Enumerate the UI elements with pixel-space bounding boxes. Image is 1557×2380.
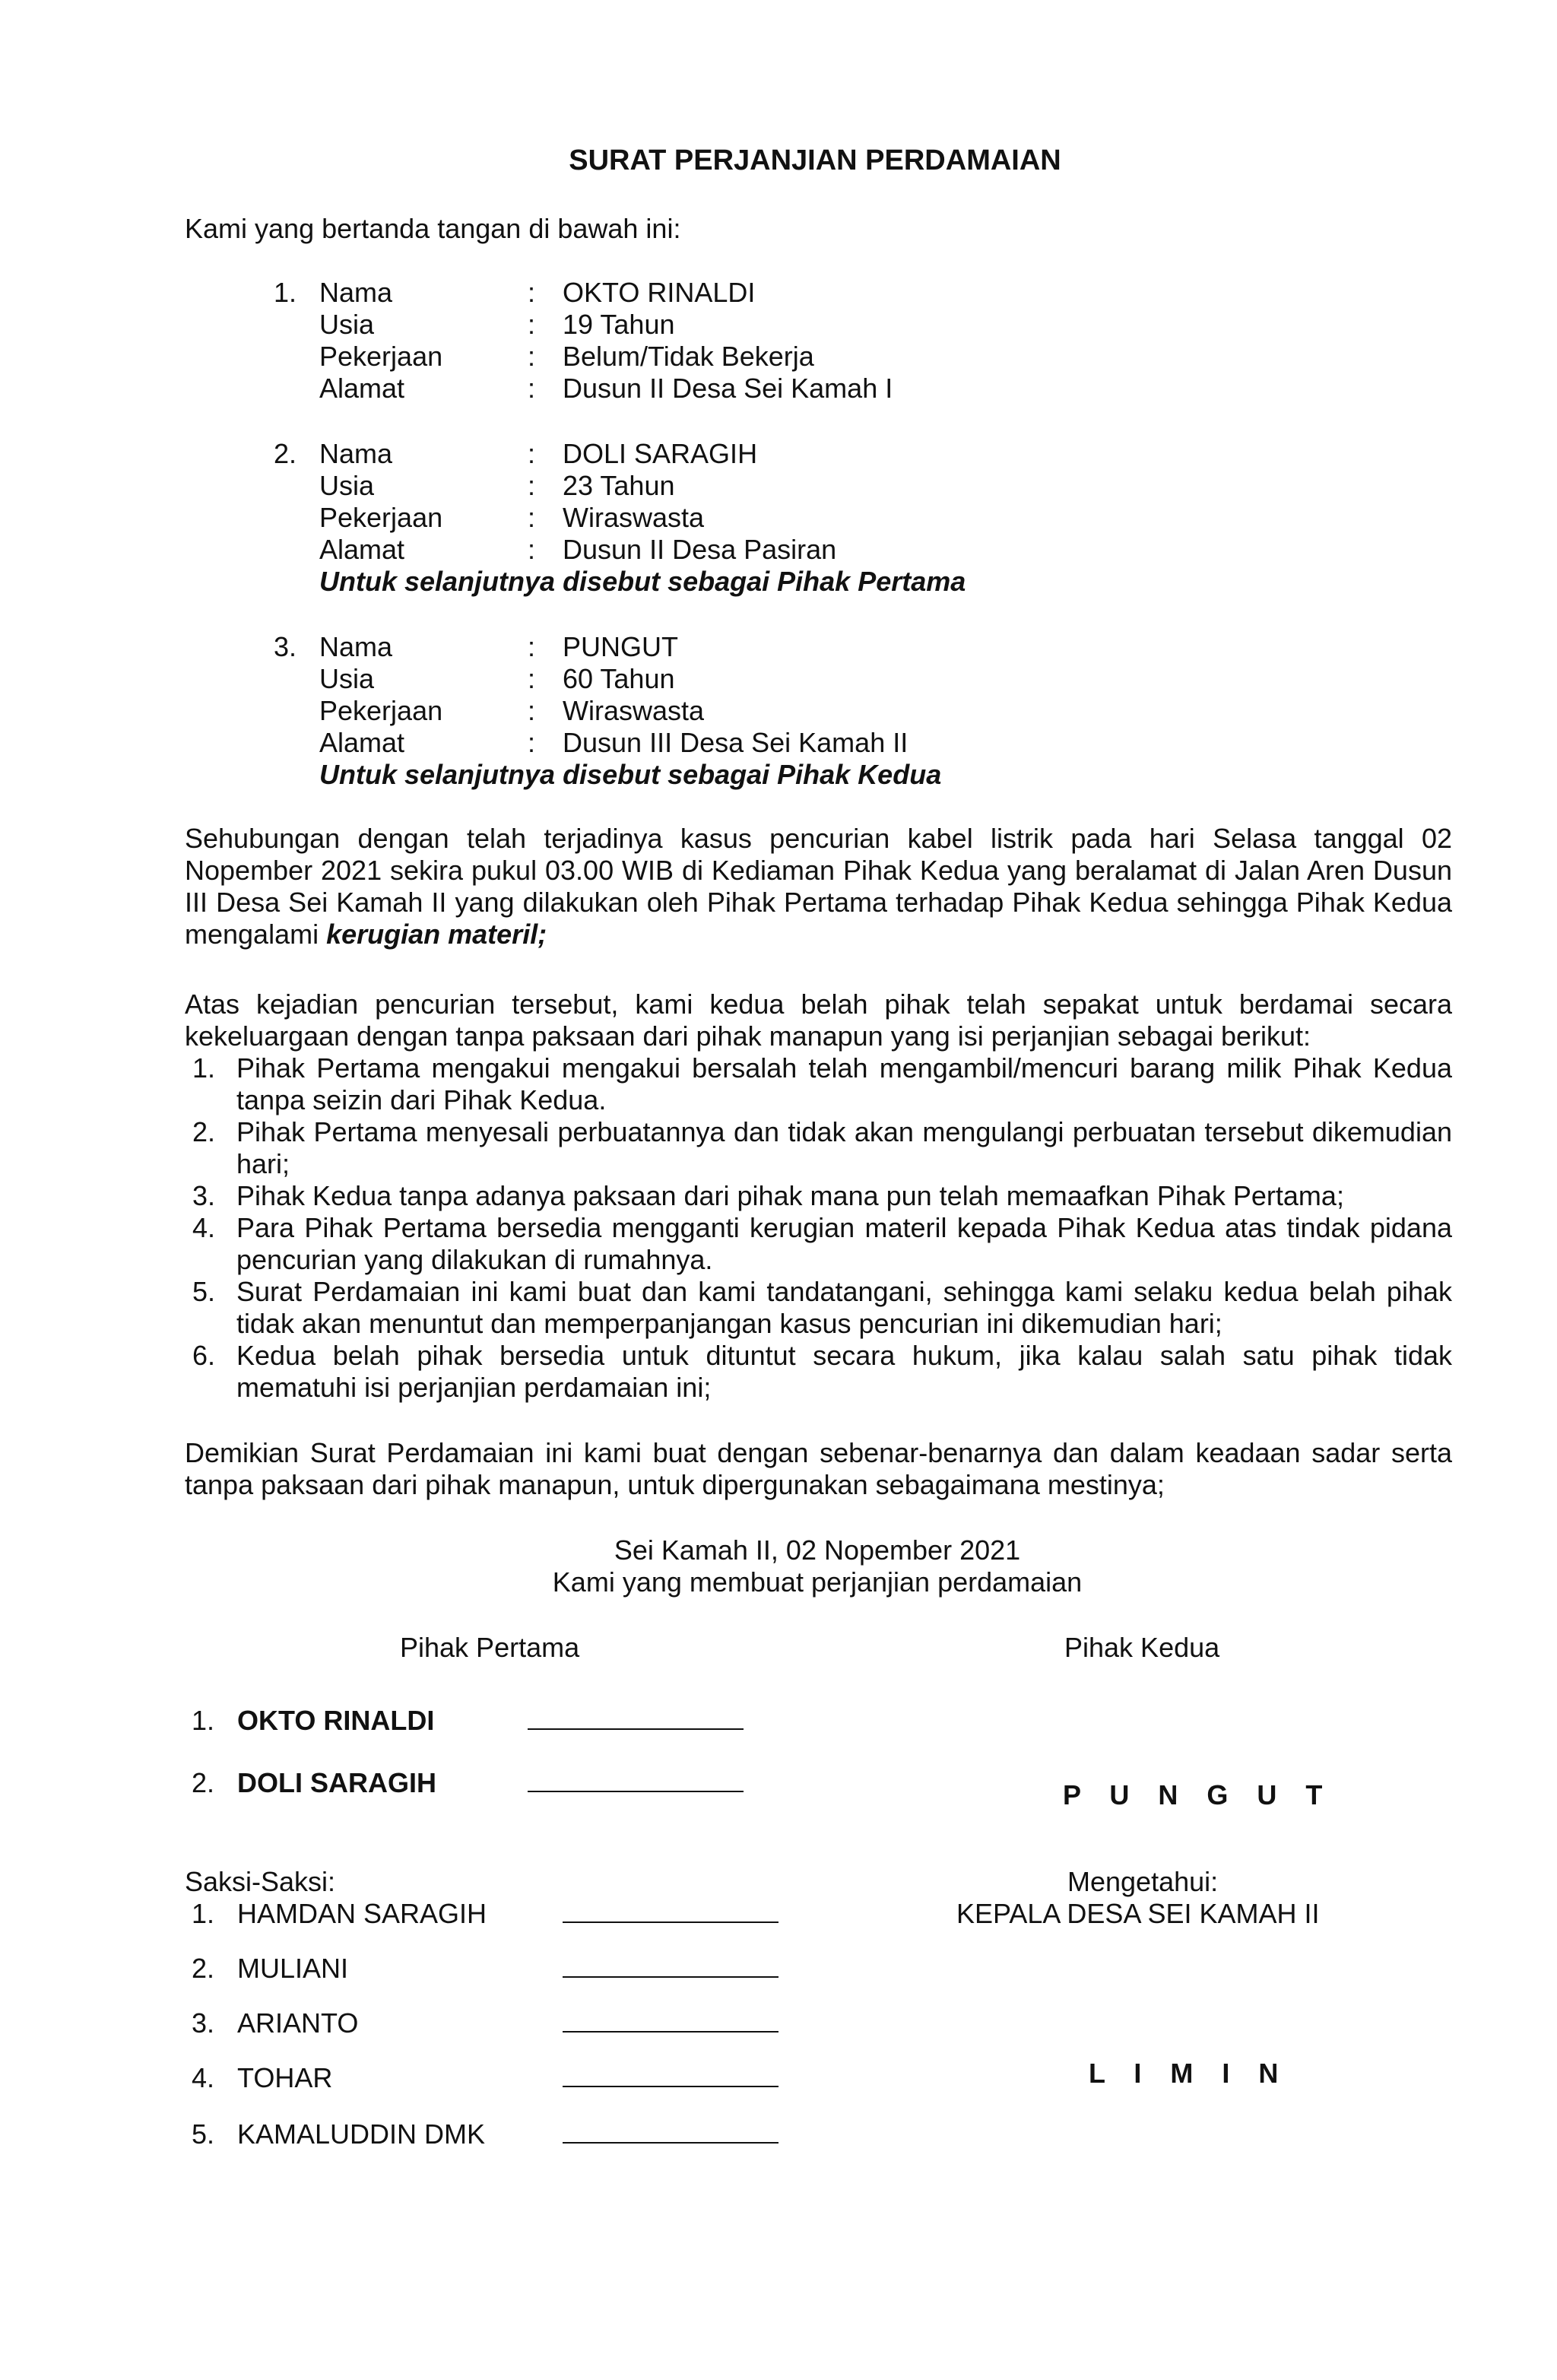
clause-number: 2.: [192, 1116, 216, 1147]
clause-text: Pihak Pertama menyesali perbuatannya dan tidak akan mengulangi perbuatan tersebut dikemudian hari;: [236, 1116, 1452, 1179]
field-label: Nama: [319, 438, 393, 469]
signature-line: [563, 2007, 778, 2039]
party-number: 3.: [274, 631, 297, 662]
closing-paragraph: Demikian Surat Perdamaian ini kami buat dengan sebenar-benarnya dan dalam keadaan sadar serta tanpa paksaan dari pihak manapun, untuk dipergunakan sebagaimana mestinya;: [185, 1437, 1452, 1500]
field-value: 19 Tahun: [563, 309, 675, 340]
clause-item: [185, 1116, 1452, 1180]
signature-line: [563, 2062, 778, 2094]
field-value: Dusun II Desa Pasiran: [563, 534, 837, 565]
field-value: Wiraswasta: [563, 502, 705, 533]
village-head-name: L I M I N: [1089, 2058, 1289, 2089]
signature-line: [563, 1898, 778, 1930]
party-designation-note: Untuk selanjutnya disebut sebagai Pihak Kedua: [319, 759, 942, 790]
field-label: Usia: [319, 470, 375, 501]
field-value: DOLI SARAGIH: [563, 438, 758, 469]
clause-number: 3.: [192, 1180, 216, 1211]
witness-name: TOHAR: [237, 2062, 333, 2093]
field-value: OKTO RINALDI: [563, 277, 756, 308]
field-label: Pekerjaan: [319, 341, 443, 372]
loss-emphasis: kerugian materil;: [326, 919, 547, 950]
clause-number: 6.: [192, 1340, 216, 1371]
witness-number: 1.: [192, 1898, 215, 1929]
field-separator: :: [528, 341, 536, 372]
field-label: Pekerjaan: [319, 502, 443, 533]
witness-number: 5.: [192, 2118, 215, 2150]
second-party-label: Pihak Kedua: [1064, 1632, 1220, 1663]
field-value: Wiraswasta: [563, 695, 705, 726]
signatory-number: 2.: [192, 1767, 215, 1798]
field-value: Belum/Tidak Bekerja: [563, 341, 814, 372]
clause-number: 5.: [192, 1276, 216, 1307]
clause-item: [185, 1212, 1452, 1276]
field-separator: :: [528, 663, 536, 694]
clause-item: [185, 1180, 1452, 1212]
witness-number: 4.: [192, 2062, 215, 2093]
witness-name: ARIANTO: [237, 2007, 359, 2039]
clause-text: Pihak Pertama mengakui mengakui bersalah telah mengambil/mencuri barang milik Pihak Kedua tanpa seizin dari Pihak Kedua.: [236, 1052, 1452, 1115]
field-value: Dusun II Desa Sei Kamah I: [563, 373, 893, 404]
party-number: 2.: [274, 438, 297, 469]
field-value: Dusun III Desa Sei Kamah II: [563, 727, 909, 758]
incident-paragraph: [185, 823, 1452, 950]
clause-text: Kedua belah pihak bersedia untuk dituntut secara hukum, jika kalau salah satu pihak tidak mematuhi isi perjanjian perdamaian ini;: [236, 1340, 1452, 1403]
witness-name: KAMALUDDIN DMK: [237, 2118, 486, 2150]
field-separator: :: [528, 534, 536, 565]
clause-number: 1.: [192, 1052, 216, 1084]
first-party-label: Pihak Pertama: [400, 1632, 580, 1663]
witness-name: MULIANI: [237, 1953, 349, 1984]
signature-line: [528, 1767, 744, 1799]
signature-line: [528, 1705, 744, 1737]
field-label: Alamat: [319, 534, 405, 565]
field-separator: :: [528, 727, 536, 758]
field-separator: :: [528, 631, 536, 662]
witness-number: 3.: [192, 2007, 215, 2039]
signatory-name: OKTO RINALDI: [237, 1705, 435, 1736]
clause-number: 4.: [192, 1212, 216, 1243]
clause-item: [185, 1052, 1452, 1116]
field-label: Nama: [319, 277, 393, 308]
field-separator: :: [528, 470, 536, 501]
document-title: SURAT PERJANJIAN PERDAMAIAN: [569, 144, 1061, 176]
field-separator: :: [528, 502, 536, 533]
village-head-title: KEPALA DESA SEI KAMAH II: [956, 1898, 1320, 1929]
field-value: PUNGUT: [563, 631, 678, 662]
clause-text: Para Pihak Pertama bersedia mengganti kerugian materil kepada Pihak Kedua atas tindak pidana pencurian yang dilakukan di rumahnya.: [236, 1212, 1452, 1275]
field-separator: :: [528, 438, 536, 469]
party-designation-note: Untuk selanjutnya disebut sebagai Pihak Pertama: [319, 566, 966, 597]
field-label: Alamat: [319, 373, 405, 404]
approval-label: Mengetahui:: [1067, 1866, 1219, 1897]
makers-statement: Kami yang membuat perjanjian perdamaian: [552, 1566, 1083, 1598]
second-party-name: P U N G U T: [1063, 1779, 1333, 1810]
clause-text: Pihak Kedua tanpa adanya paksaan dari pihak mana pun telah memaafkan Pihak Pertama;: [236, 1180, 1344, 1211]
field-label: Usia: [319, 309, 375, 340]
signatory-name: DOLI SARAGIH: [237, 1767, 437, 1798]
incident-text: Sehubungan dengan telah terjadinya kasus pencurian kabel listrik pada hari Selasa tanggal 02 Nopember 2021 sekira pukul 03.00 WIB di Kediaman Pihak Kedua yang beralamat di Jalan Aren Dusun III Desa Sei Kamah II yang dilakukan oleh Pihak Pertama terhadap Pihak Kedua sehingga Pihak Kedua mengalami: [185, 823, 1452, 950]
field-separator: :: [528, 277, 536, 308]
party-number: 1.: [274, 277, 297, 308]
witnesses-label: Saksi-Saksi:: [185, 1866, 336, 1897]
field-value: 23 Tahun: [563, 470, 675, 501]
field-label: Pekerjaan: [319, 695, 443, 726]
field-label: Nama: [319, 631, 393, 662]
field-label: Alamat: [319, 727, 405, 758]
witness-number: 2.: [192, 1953, 215, 1984]
intro-text: Kami yang bertanda tangan di bawah ini:: [185, 213, 681, 244]
place-date: Sei Kamah II, 02 Nopember 2021: [614, 1534, 1021, 1566]
clause-list: [185, 1052, 1452, 1404]
clause-item: [185, 1340, 1452, 1404]
field-separator: :: [528, 373, 536, 404]
signature-line: [563, 2118, 778, 2150]
signatory-number: 1.: [192, 1705, 215, 1736]
field-separator: :: [528, 695, 536, 726]
field-label: Usia: [319, 663, 375, 694]
signature-line: [563, 1953, 778, 1985]
clause-item: [185, 1276, 1452, 1340]
witness-name: HAMDAN SARAGIH: [237, 1898, 487, 1929]
field-value: 60 Tahun: [563, 663, 675, 694]
agreement-paragraph: Atas kejadian pencurian tersebut, kami kedua belah pihak telah sepakat untuk berdamai secara kekeluargaan dengan tanpa paksaan dari pihak manapun yang isi perjanjian sebagai berikut:: [185, 988, 1452, 1052]
field-separator: :: [528, 309, 536, 340]
clause-text: Surat Perdamaian ini kami buat dan kami tandatangani, sehingga kami selaku kedua belah pihak tidak akan menuntut dan memperpanjangan kasus pencurian ini dikemudian hari;: [236, 1276, 1452, 1339]
